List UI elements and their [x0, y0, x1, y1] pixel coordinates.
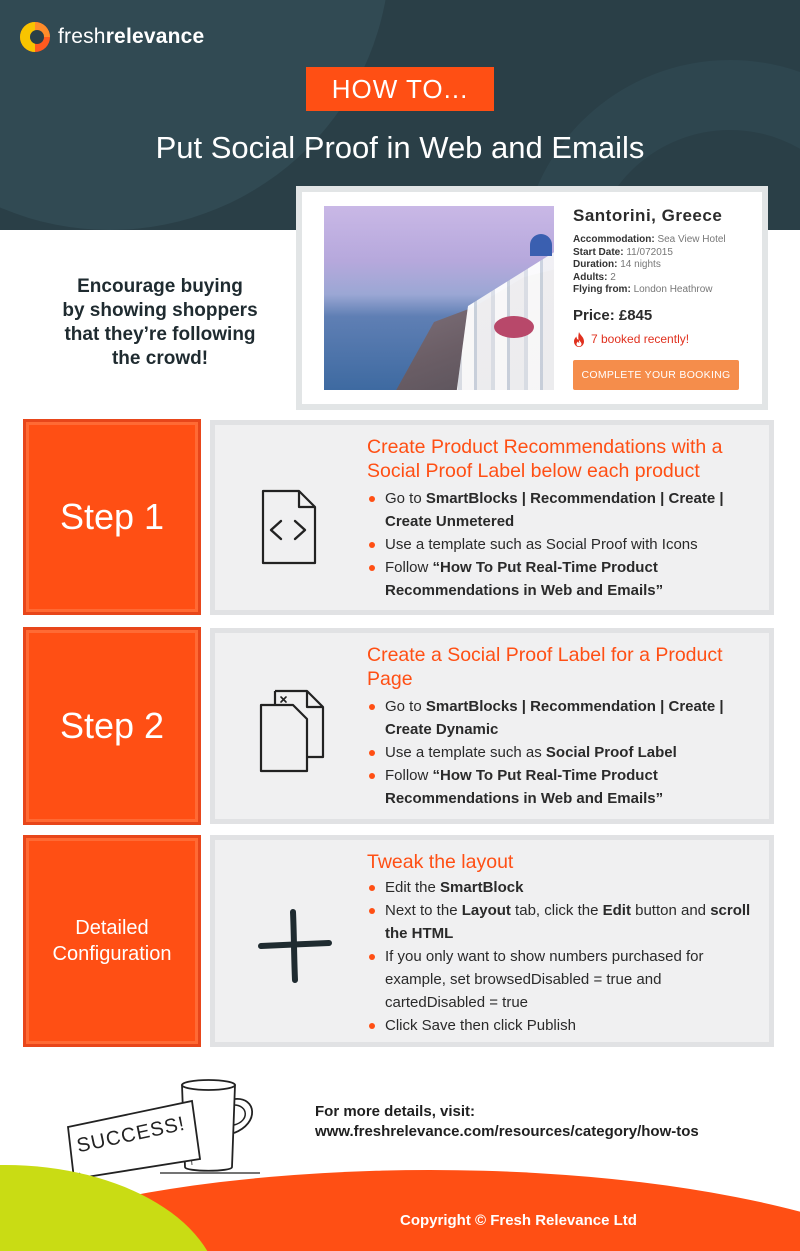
product-detail-row: Flying from: London Heathrow — [573, 284, 713, 295]
santorini-photo — [324, 206, 554, 390]
product-destination: Santorini, Greece — [573, 206, 723, 225]
plus-icon — [257, 908, 333, 984]
step-1-panel — [210, 420, 774, 615]
intro-line: Encourage buying — [77, 276, 243, 297]
step-bullet-item: Next to the Layout tab, click the Edit button and scroll the HTML — [367, 899, 753, 945]
step-bullet-item: Go to SmartBlocks | Recommendation | Create | Create Unmetered — [367, 487, 753, 533]
step-2-label: Step 2 — [26, 630, 198, 822]
intro-line: that they’re following — [64, 324, 256, 345]
brand-name: freshrelevance — [58, 25, 205, 48]
complete-booking-button[interactable]: COMPLETE YOUR BOOKING — [573, 360, 739, 390]
step-1-title: Create Product Recommendations with a Social Proof Label below each product — [367, 436, 723, 482]
resources-link[interactable]: www.freshrelevance.com/resources/category/how-tos — [315, 1123, 699, 1140]
step-2-content — [367, 643, 753, 810]
product-card — [302, 192, 762, 404]
step-2-panel — [210, 628, 774, 824]
intro-line: by showing shoppers — [62, 300, 258, 321]
step-3-label — [26, 838, 198, 1044]
product-info — [573, 206, 758, 347]
page-title: Put Social Proof in Web and Emails — [155, 130, 645, 165]
step-2-list — [367, 695, 753, 810]
social-proof-label — [573, 332, 758, 347]
more-details-label: For more details, visit: — [315, 1103, 476, 1120]
step-3-title: Tweak the layout — [367, 851, 514, 873]
duplicate-files-icon — [257, 687, 329, 775]
step-3-panel — [210, 835, 774, 1047]
step-bullet-item: Follow “How To Put Real-Time Product Recommendations in Web and Emails” — [367, 556, 753, 602]
product-detail-row: Duration: 14 nights — [573, 259, 661, 270]
step-bullet-item: Use a template such as Social Proof with Icons — [367, 533, 753, 556]
step-1-list — [367, 487, 753, 602]
intro-text — [40, 275, 280, 371]
step-bullet-item: Go to SmartBlocks | Recommendation | Create | Create Dynamic — [367, 695, 753, 741]
copyright: Copyright © Fresh Relevance Ltd — [400, 1212, 637, 1229]
step-bullet-item: Follow “How To Put Real-Time Product Recommendations in Web and Emails” — [367, 764, 753, 810]
brand-logo[interactable] — [20, 22, 204, 52]
step-3-label-text: Detailed Configuration — [52, 917, 172, 965]
step-bullet-item: If you only want to show numbers purchased for example, set browsedDisabled = true and cartedDisabled = true — [367, 945, 753, 1014]
brand-mark-icon — [20, 22, 50, 52]
product-price: Price: £845 — [573, 306, 653, 324]
intro-line: the crowd! — [111, 348, 209, 369]
step-bullet-item: Edit the SmartBlock — [367, 876, 753, 899]
product-detail-row: Adults: 2 — [573, 271, 616, 283]
how-to-badge: HOW TO... — [306, 67, 494, 111]
flame-icon — [573, 332, 585, 347]
product-detail-row: Accommodation: Sea View Hotel — [573, 234, 726, 245]
step-3-list — [367, 876, 753, 1037]
step-bullet-item: Click Save then click Publish — [367, 1014, 753, 1037]
code-file-icon — [257, 487, 319, 567]
step-1-label: Step 1 — [26, 422, 198, 612]
social-proof-text: 7 booked recently! — [591, 332, 690, 346]
success-sign-text: SUCCESS! — [74, 1112, 188, 1158]
step-3-content — [367, 850, 753, 1037]
step-2-title: Create a Social Proof Label for a Product Page — [367, 644, 723, 690]
more-details — [315, 1102, 699, 1142]
step-1-content — [367, 435, 753, 602]
step-bullet-item: Use a template such as Social Proof Label — [367, 741, 753, 764]
product-detail-row: Start Date: 11/072015 — [573, 246, 673, 258]
